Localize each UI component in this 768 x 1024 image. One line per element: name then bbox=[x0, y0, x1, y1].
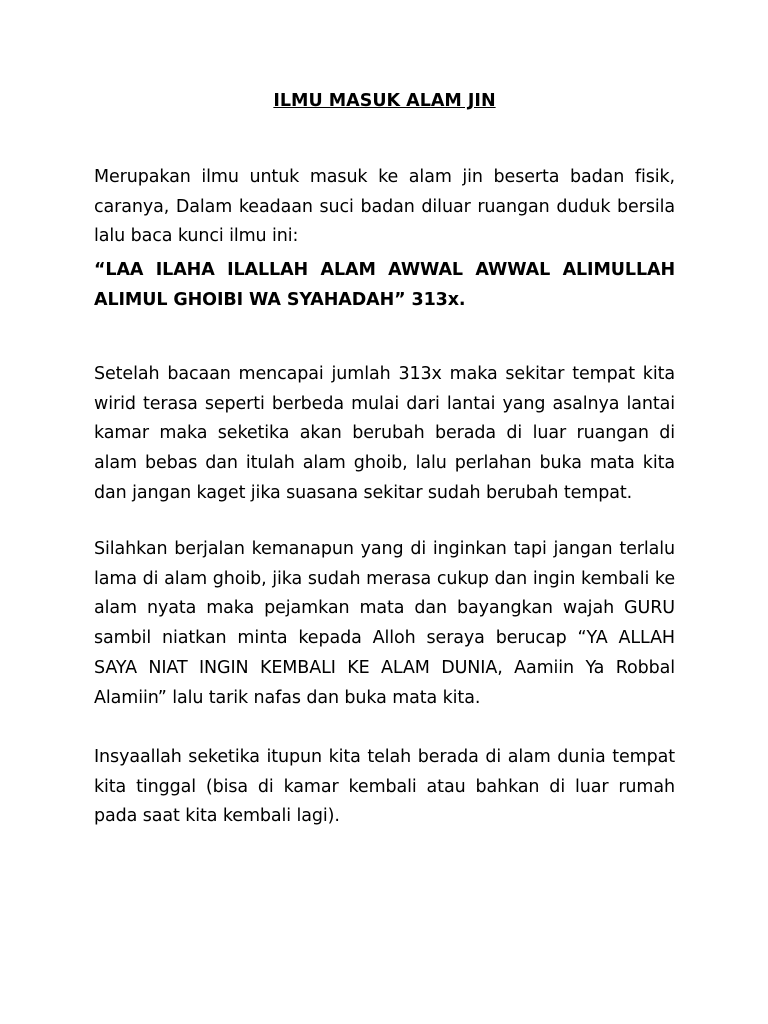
intro-paragraph: Merupakan ilmu untuk masuk ke alam jin beserta badan fisik, caranya, Dalam keadaan suci badan diluar ruangan duduk bersila lalu baca kunci ilmu ini: bbox=[94, 167, 675, 247]
closing-paragraph: Insyaallah seketika itupun kita telah berada di alam dunia tempat kita tinggal (bisa di kamar kembali atau bahkan di luar rumah pada saat kita kembali lagi). bbox=[94, 747, 675, 827]
return-paragraph: Silahkan berjalan kemanapun yang di inginkan tapi jangan terlalu lama di alam ghoib, jika sudah merasa cukup dan ingin kembali ke alam nyata maka pejamkan mata dan bayangkan wajah GURU sambil niatkan minta kepada Alloh seraya berucap “YA ALLAH SAYA NIAT INGIN KEMBALI KE ALAM DUNIA, Aamiin Ya Robbal Alamiin” lalu tarik nafas dan buka mata kita. bbox=[94, 539, 675, 708]
document-title: ILMU MASUK ALAM JIN bbox=[273, 91, 496, 111]
result-paragraph: Setelah bacaan mencapai jumlah 313x maka sekitar tempat kita wirid terasa seperti berbeda mulai dari lantai yang asalnya lantai kamar maka seketika akan berubah berada di luar ruangan di alam bebas dan itulah alam ghoib, lalu perlahan buka mata kita dan jangan kaget jika suasana sekitar sudah berubah tempat. bbox=[94, 364, 675, 503]
mantra-paragraph: “LAA ILAHA ILALLAH ALAM AWWAL AWWAL ALIMULLAH ALIMUL GHOIBI WA SYAHADAH” 313x. bbox=[94, 260, 675, 310]
